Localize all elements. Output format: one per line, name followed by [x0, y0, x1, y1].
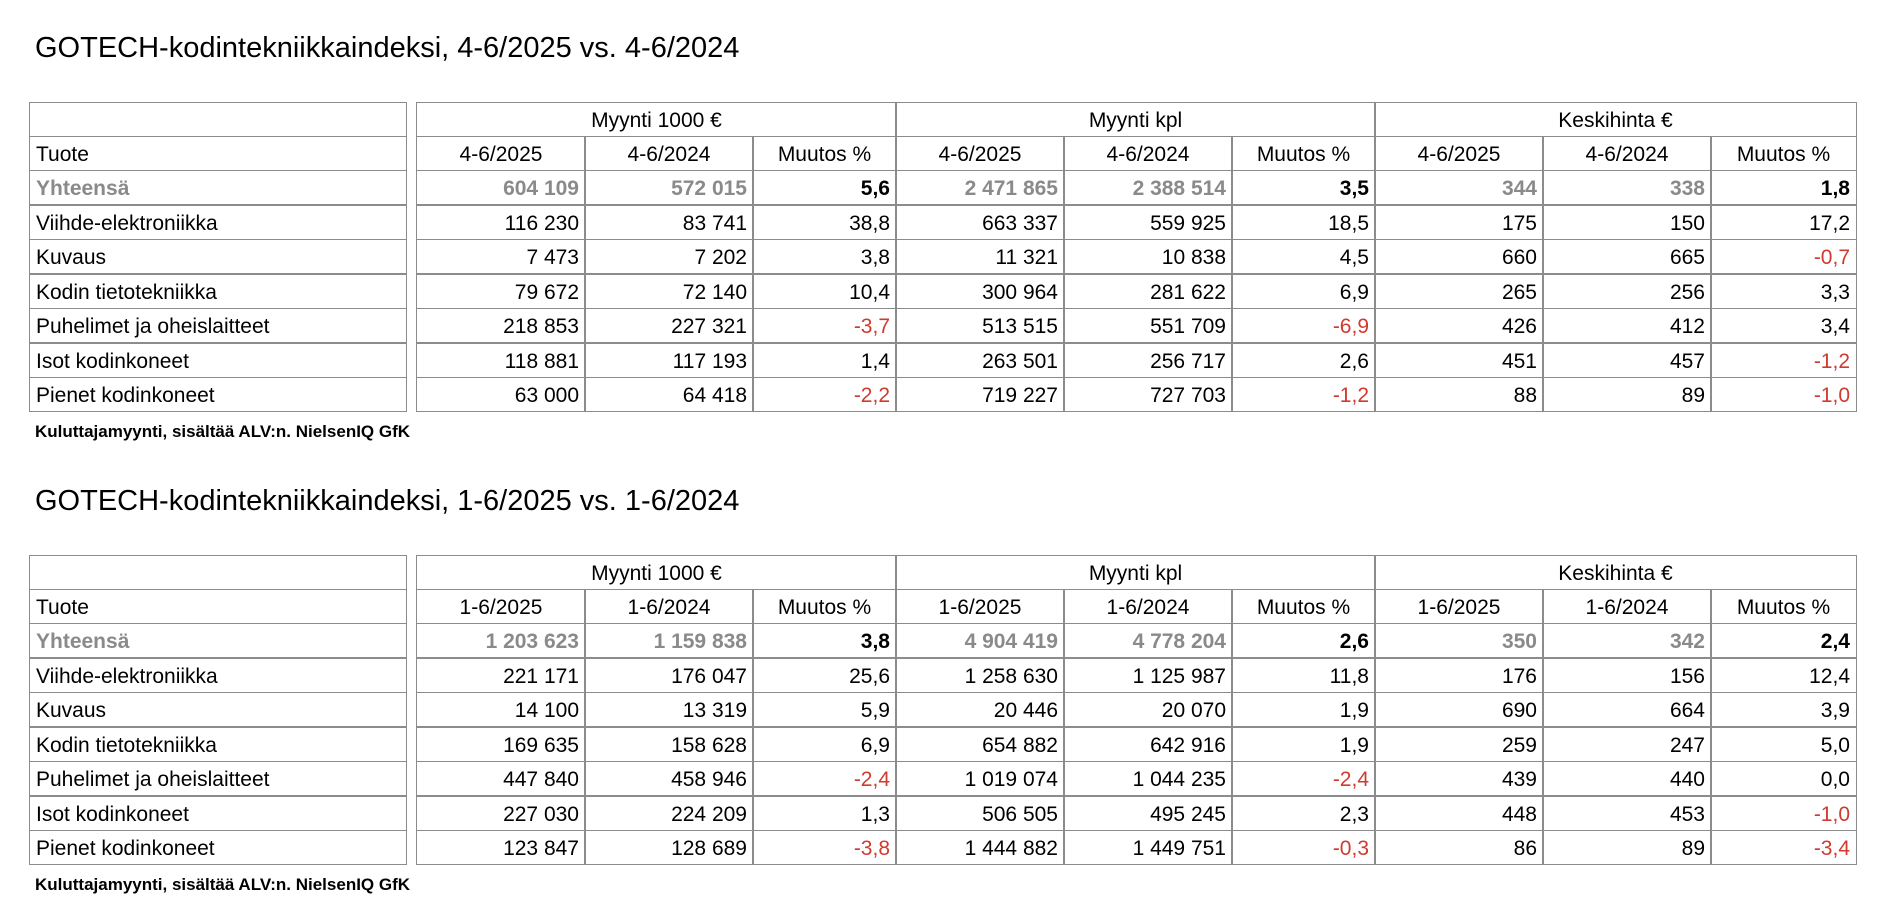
value-cell: 300 964 — [895, 274, 1065, 309]
value-cell: 654 882 — [895, 727, 1065, 762]
change-percent-cell: 1,9 — [1231, 692, 1376, 727]
subheader-cell: Muutos % — [752, 136, 897, 171]
change-percent-cell: -1,0 — [1710, 796, 1857, 831]
total-row — [29, 623, 1857, 658]
table-row — [29, 308, 1857, 343]
total-label: Yhteensä — [29, 623, 407, 658]
value-cell: 11 321 — [895, 239, 1065, 274]
value-cell: 128 689 — [584, 830, 754, 865]
product-name-cell: Kodin tietotekniikka — [29, 274, 407, 309]
value-cell: 158 628 — [584, 727, 754, 762]
value-cell: 86 — [1374, 830, 1544, 865]
subheader-cell: Muutos % — [1231, 136, 1376, 171]
value-cell: 551 709 — [1063, 308, 1233, 343]
change-percent-cell: 6,9 — [752, 727, 897, 762]
value-cell: 265 — [1374, 274, 1544, 309]
value-cell: 247 — [1542, 727, 1712, 762]
group-header-row — [29, 102, 1857, 137]
total-cell: 350 — [1374, 623, 1544, 658]
group-header-sales-units: Myynti kpl — [895, 102, 1376, 137]
value-cell: 513 515 — [895, 308, 1065, 343]
change-percent-cell: -3,8 — [752, 830, 897, 865]
value-cell: 506 505 — [895, 796, 1065, 831]
value-cell: 227 321 — [584, 308, 754, 343]
value-cell: 63 000 — [416, 377, 586, 412]
change-percent-cell: -0,3 — [1231, 830, 1376, 865]
value-cell: 118 881 — [416, 343, 586, 378]
subheader-cell: Muutos % — [1231, 589, 1376, 624]
total-cell: 344 — [1374, 170, 1544, 205]
value-cell: 448 — [1374, 796, 1544, 831]
value-cell: 123 847 — [416, 830, 586, 865]
change-percent-cell: 25,6 — [752, 658, 897, 693]
subheader-cell: 4-6/2024 — [1063, 136, 1233, 171]
value-cell: 1 449 751 — [1063, 830, 1233, 865]
value-cell: 453 — [1542, 796, 1712, 831]
subheader-cell: 4-6/2025 — [895, 136, 1065, 171]
value-cell: 263 501 — [895, 343, 1065, 378]
total-cell: 1 159 838 — [584, 623, 754, 658]
empty-corner-cell — [29, 102, 407, 137]
table-row — [29, 274, 1857, 309]
value-cell: 176 047 — [584, 658, 754, 693]
change-percent-cell: 1,4 — [752, 343, 897, 378]
change-percent-cell: 3,4 — [1710, 308, 1857, 343]
change-percent-cell: 12,4 — [1710, 658, 1857, 693]
value-cell: 20 070 — [1063, 692, 1233, 727]
total-change-cell: 1,8 — [1710, 170, 1857, 205]
change-percent-cell: 5,9 — [752, 692, 897, 727]
table-row — [29, 343, 1857, 378]
change-percent-cell: 2,3 — [1231, 796, 1376, 831]
value-cell: 221 171 — [416, 658, 586, 693]
subheader-cell: 1-6/2025 — [1374, 589, 1544, 624]
value-cell: 156 — [1542, 658, 1712, 693]
value-cell: 20 446 — [895, 692, 1065, 727]
value-cell: 663 337 — [895, 205, 1065, 240]
change-percent-cell: -2,4 — [1231, 761, 1376, 796]
section-title: GOTECH-kodintekniikkaindeksi, 4-6/2025 vs. 4-6/2024 — [35, 32, 740, 64]
group-header-sales-eur: Myynti 1000 € — [416, 102, 897, 137]
change-percent-cell: 0,0 — [1710, 761, 1857, 796]
change-percent-cell: -1,2 — [1231, 377, 1376, 412]
subheader-cell: 1-6/2024 — [1542, 589, 1712, 624]
total-cell: 342 — [1542, 623, 1712, 658]
total-change-cell: 3,8 — [752, 623, 897, 658]
value-cell: 176 — [1374, 658, 1544, 693]
value-cell: 458 946 — [584, 761, 754, 796]
empty-corner-cell — [29, 555, 407, 590]
total-cell: 2 471 865 — [895, 170, 1065, 205]
value-cell: 559 925 — [1063, 205, 1233, 240]
value-cell: 10 838 — [1063, 239, 1233, 274]
change-percent-cell: 1,3 — [752, 796, 897, 831]
value-cell: 1 019 074 — [895, 761, 1065, 796]
value-cell: 14 100 — [416, 692, 586, 727]
value-cell: 117 193 — [584, 343, 754, 378]
change-percent-cell: 5,0 — [1710, 727, 1857, 762]
product-name-cell: Puhelimet ja oheislaitteet — [29, 308, 407, 343]
product-name-cell: Isot kodinkoneet — [29, 796, 407, 831]
change-percent-cell: 38,8 — [752, 205, 897, 240]
total-change-cell: 2,4 — [1710, 623, 1857, 658]
change-percent-cell: -0,7 — [1710, 239, 1857, 274]
subheader-cell: Muutos % — [752, 589, 897, 624]
subheader-row — [29, 136, 1857, 171]
total-cell: 4 904 419 — [895, 623, 1065, 658]
value-cell: 88 — [1374, 377, 1544, 412]
value-cell: 64 418 — [584, 377, 754, 412]
table-row — [29, 761, 1857, 796]
table-row — [29, 692, 1857, 727]
value-cell: 457 — [1542, 343, 1712, 378]
value-cell: 1 444 882 — [895, 830, 1065, 865]
table-row — [29, 830, 1857, 865]
subheader-cell: 1-6/2024 — [1063, 589, 1233, 624]
subheader-cell: 1-6/2024 — [584, 589, 754, 624]
value-cell: 224 209 — [584, 796, 754, 831]
product-column-header: Tuote — [29, 136, 407, 171]
change-percent-cell: -1,2 — [1710, 343, 1857, 378]
change-percent-cell: 4,5 — [1231, 239, 1376, 274]
table-row — [29, 796, 1857, 831]
product-name-cell: Kuvaus — [29, 692, 407, 727]
value-cell: 412 — [1542, 308, 1712, 343]
value-cell: 89 — [1542, 377, 1712, 412]
product-name-cell: Kodin tietotekniikka — [29, 727, 407, 762]
value-cell: 664 — [1542, 692, 1712, 727]
group-header-sales-units: Myynti kpl — [895, 555, 1376, 590]
value-cell: 83 741 — [584, 205, 754, 240]
value-cell: 72 140 — [584, 274, 754, 309]
total-change-cell: 5,6 — [752, 170, 897, 205]
table-row — [29, 239, 1857, 274]
total-cell: 338 — [1542, 170, 1712, 205]
total-cell: 4 778 204 — [1063, 623, 1233, 658]
value-cell: 7 202 — [584, 239, 754, 274]
table-row — [29, 377, 1857, 412]
change-percent-cell: -2,2 — [752, 377, 897, 412]
total-cell: 2 388 514 — [1063, 170, 1233, 205]
value-cell: 447 840 — [416, 761, 586, 796]
change-percent-cell: 3,9 — [1710, 692, 1857, 727]
change-percent-cell: 3,3 — [1710, 274, 1857, 309]
total-cell: 572 015 — [584, 170, 754, 205]
total-label: Yhteensä — [29, 170, 407, 205]
value-cell: 642 916 — [1063, 727, 1233, 762]
change-percent-cell: 6,9 — [1231, 274, 1376, 309]
value-cell: 169 635 — [416, 727, 586, 762]
value-cell: 175 — [1374, 205, 1544, 240]
section-title: GOTECH-kodintekniikkaindeksi, 1-6/2025 vs. 1-6/2024 — [35, 485, 740, 517]
value-cell: 1 125 987 — [1063, 658, 1233, 693]
value-cell: 256 717 — [1063, 343, 1233, 378]
value-cell: 116 230 — [416, 205, 586, 240]
change-percent-cell: 11,8 — [1231, 658, 1376, 693]
subheader-cell: 4-6/2024 — [584, 136, 754, 171]
group-header-sales-eur: Myynti 1000 € — [416, 555, 897, 590]
subheader-cell: 1-6/2025 — [895, 589, 1065, 624]
total-change-cell: 2,6 — [1231, 623, 1376, 658]
product-name-cell: Pienet kodinkoneet — [29, 377, 407, 412]
product-name-cell: Puhelimet ja oheislaitteet — [29, 761, 407, 796]
value-cell: 439 — [1374, 761, 1544, 796]
product-name-cell: Kuvaus — [29, 239, 407, 274]
change-percent-cell: 10,4 — [752, 274, 897, 309]
group-header-avg-price: Keskihinta € — [1374, 555, 1857, 590]
table-row — [29, 658, 1857, 693]
total-row — [29, 170, 1857, 205]
value-cell: 7 473 — [416, 239, 586, 274]
change-percent-cell: -3,7 — [752, 308, 897, 343]
value-cell: 727 703 — [1063, 377, 1233, 412]
total-cell: 1 203 623 — [416, 623, 586, 658]
change-percent-cell: 17,2 — [1710, 205, 1857, 240]
subheader-cell: 4-6/2024 — [1542, 136, 1712, 171]
value-cell: 660 — [1374, 239, 1544, 274]
subheader-cell: Muutos % — [1710, 589, 1857, 624]
change-percent-cell: 3,8 — [752, 239, 897, 274]
value-cell: 13 319 — [584, 692, 754, 727]
value-cell: 426 — [1374, 308, 1544, 343]
change-percent-cell: 1,9 — [1231, 727, 1376, 762]
value-cell: 150 — [1542, 205, 1712, 240]
value-cell: 1 044 235 — [1063, 761, 1233, 796]
table-row — [29, 205, 1857, 240]
table-row — [29, 727, 1857, 762]
change-percent-cell: -2,4 — [752, 761, 897, 796]
value-cell: 665 — [1542, 239, 1712, 274]
value-cell: 495 245 — [1063, 796, 1233, 831]
value-cell: 227 030 — [416, 796, 586, 831]
value-cell: 1 258 630 — [895, 658, 1065, 693]
group-header-row — [29, 555, 1857, 590]
value-cell: 89 — [1542, 830, 1712, 865]
value-cell: 79 672 — [416, 274, 586, 309]
group-header-avg-price: Keskihinta € — [1374, 102, 1857, 137]
product-name-cell: Viihde-elektroniikka — [29, 658, 407, 693]
value-cell: 259 — [1374, 727, 1544, 762]
product-column-header: Tuote — [29, 589, 407, 624]
subheader-cell: Muutos % — [1710, 136, 1857, 171]
value-cell: 281 622 — [1063, 274, 1233, 309]
subheader-cell: 4-6/2025 — [1374, 136, 1544, 171]
change-percent-cell: -3,4 — [1710, 830, 1857, 865]
subheader-cell: 4-6/2025 — [416, 136, 586, 171]
value-cell: 690 — [1374, 692, 1544, 727]
value-cell: 440 — [1542, 761, 1712, 796]
value-cell: 218 853 — [416, 308, 586, 343]
total-change-cell: 3,5 — [1231, 170, 1376, 205]
change-percent-cell: -1,0 — [1710, 377, 1857, 412]
source-footnote: Kuluttajamyynti, sisältää ALV:n. NielsenIQ GfK — [35, 875, 411, 894]
product-name-cell: Pienet kodinkoneet — [29, 830, 407, 865]
subheader-cell: 1-6/2025 — [416, 589, 586, 624]
total-cell: 604 109 — [416, 170, 586, 205]
product-name-cell: Viihde-elektroniikka — [29, 205, 407, 240]
value-cell: 451 — [1374, 343, 1544, 378]
value-cell: 719 227 — [895, 377, 1065, 412]
subheader-row — [29, 589, 1857, 624]
change-percent-cell: 18,5 — [1231, 205, 1376, 240]
value-cell: 256 — [1542, 274, 1712, 309]
product-name-cell: Isot kodinkoneet — [29, 343, 407, 378]
change-percent-cell: -6,9 — [1231, 308, 1376, 343]
change-percent-cell: 2,6 — [1231, 343, 1376, 378]
source-footnote: Kuluttajamyynti, sisältää ALV:n. NielsenIQ GfK — [35, 422, 411, 441]
